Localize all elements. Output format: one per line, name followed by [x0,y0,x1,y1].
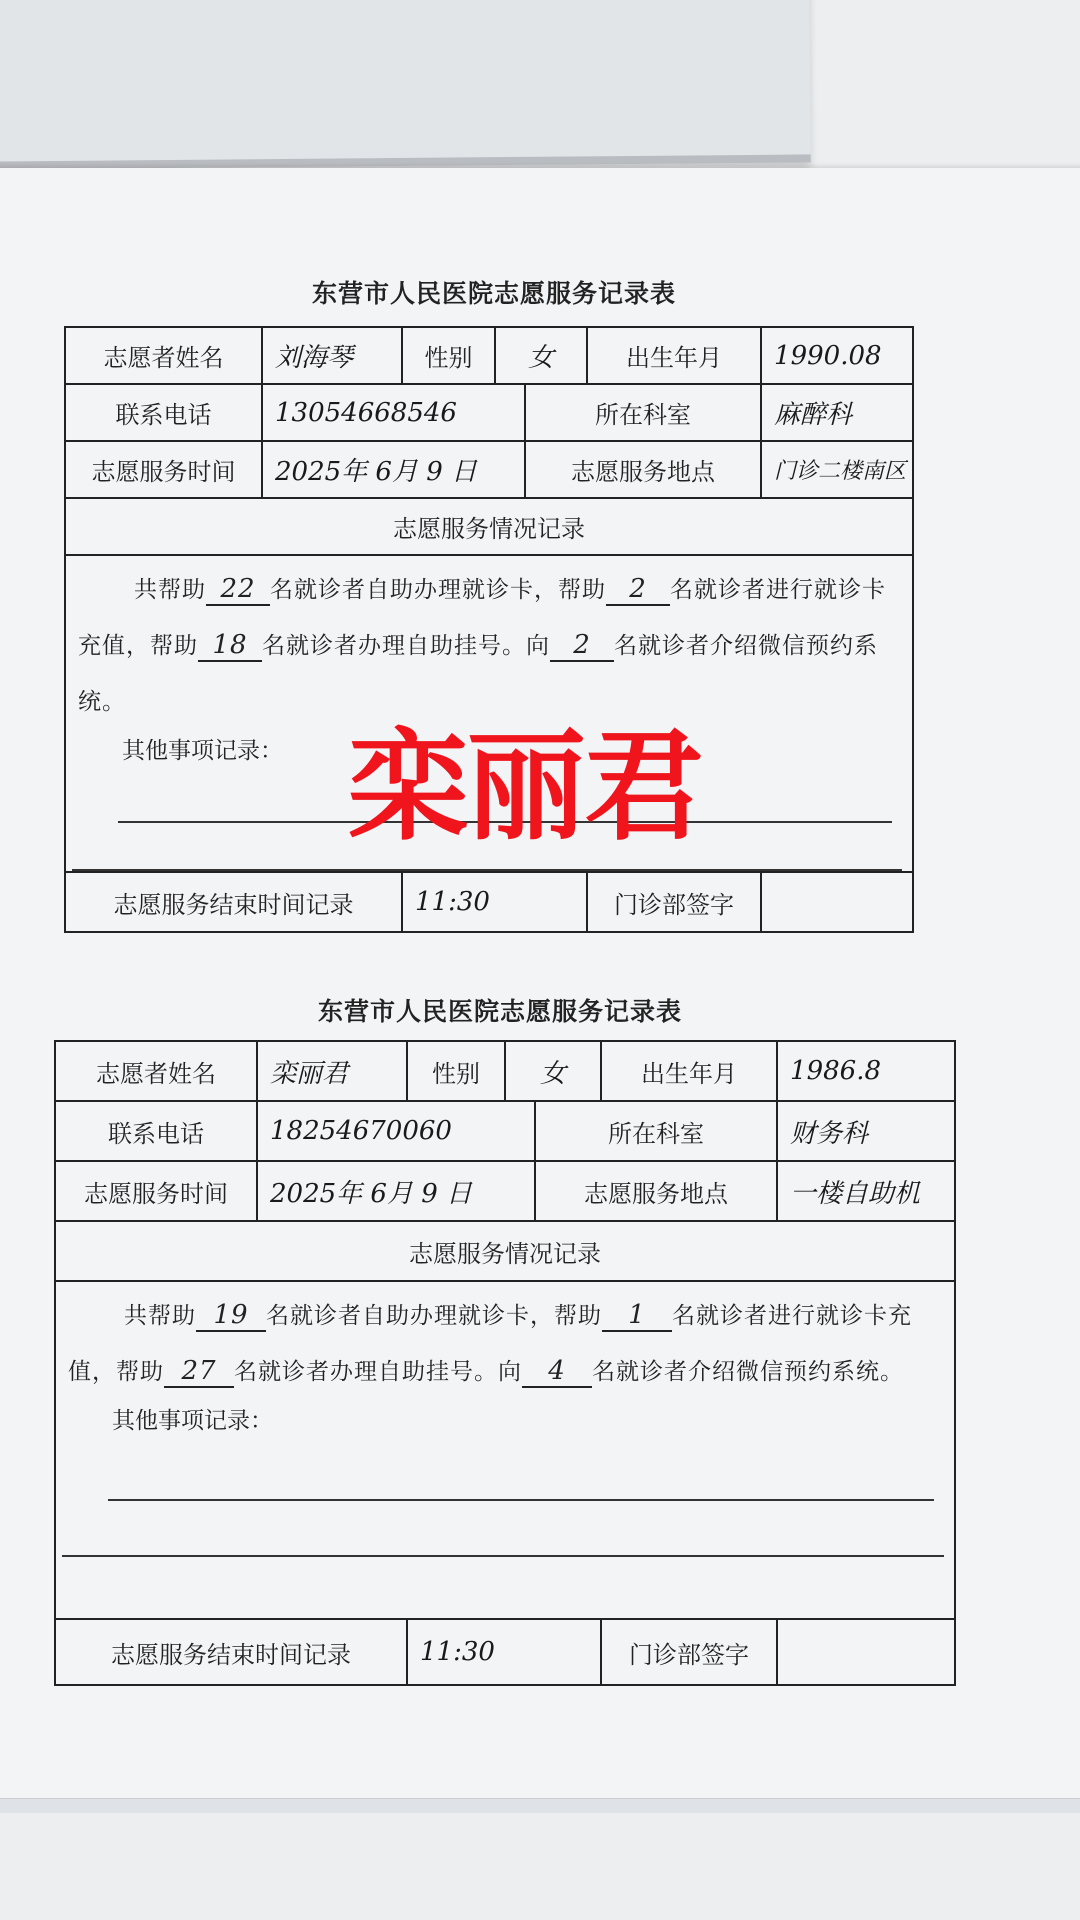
count-wechat-intro: 2 [550,630,614,662]
background-paper-stack [0,0,811,170]
form-title: 东营市人民医院志愿服务记录表 [311,279,676,308]
notes-line [62,1501,944,1557]
count-card-issue: 19 [196,1300,266,1332]
label-gender: 性别 [407,1041,505,1101]
value-department: 麻醉科 [761,384,913,441]
form-title: 东营市人民医院志愿服务记录表 [317,997,682,1026]
record-table [54,1040,956,1686]
value-gender: 女 [505,1041,601,1101]
count-card-recharge: 1 [602,1300,672,1332]
count-card-recharge: 2 [606,574,670,606]
value-service-place: 门诊二楼南区 [761,441,913,498]
paper-sheet-edge [0,1798,1080,1813]
service-record-text: 共帮助 19 名就诊者自助办理就诊卡，帮助 1 名就诊者进行就诊卡充值，帮助 27 名就诊者办理自助挂号。向 4 名就诊者介绍微信预约系统。 [68,1300,912,1386]
value-signature [761,872,913,932]
label-birth: 出生年月 [601,1041,777,1101]
value-end-time: 11:30 [407,1619,601,1685]
value-end-time: 11:30 [402,872,587,932]
value-birth: 1986.8 [777,1041,955,1101]
notes-line [108,1435,934,1501]
label-birth: 出生年月 [587,327,761,384]
value-volunteer-name: 刘海琴 [262,327,402,384]
value-service-place: 一楼自助机 [777,1161,955,1221]
value-signature [777,1619,955,1685]
service-record-text: 共帮助 22 名就诊者自助办理就诊卡，帮助 2 名就诊者进行就诊卡充值，帮助 18 名就诊者办理自助挂号。向 2 名就诊者介绍微信预约系统。 [78,574,886,715]
record-form-2 [50,988,950,1688]
section-header: 志愿服务情况记录 [55,1221,955,1281]
label-department: 所在科室 [525,384,761,441]
label-service-time: 志愿服务时间 [55,1161,257,1221]
label-end-time: 志愿服务结束时间记录 [55,1619,407,1685]
value-gender: 女 [495,327,587,384]
other-notes-label: 其他事项记录： [122,738,283,764]
red-name-watermark: 栾丽君 [348,718,702,857]
label-service-place: 志愿服务地点 [525,441,761,498]
label-end-time: 志愿服务结束时间记录 [65,872,402,932]
other-notes-label: 其他事项记录： [112,1408,273,1434]
value-department: 财务科 [777,1101,955,1161]
value-phone: 13054668546 [262,384,525,441]
label-signature: 门诊部签字 [601,1619,777,1685]
label-service-place: 志愿服务地点 [535,1161,777,1221]
label-phone: 联系电话 [65,384,262,441]
count-self-registration: 18 [198,630,262,662]
label-volunteer-name: 志愿者姓名 [55,1041,257,1101]
label-gender: 性别 [402,327,495,384]
service-record-body [55,1281,955,1619]
label-phone: 联系电话 [55,1101,257,1161]
section-header: 志愿服务情况记录 [65,498,913,555]
label-service-time: 志愿服务时间 [65,441,262,498]
count-wechat-intro: 4 [522,1356,592,1388]
count-self-registration: 27 [164,1356,234,1388]
label-department: 所在科室 [535,1101,777,1161]
label-signature: 门诊部签字 [587,872,761,932]
value-service-date: 2025年 6月 9 日 [262,441,525,498]
value-service-date: 2025年 6月 9 日 [257,1161,535,1221]
value-birth: 1990.08 [761,327,913,384]
label-volunteer-name: 志愿者姓名 [65,327,262,384]
value-phone: 18254670060 [257,1101,535,1161]
count-card-issue: 22 [206,574,270,606]
value-volunteer-name: 栾丽君 [257,1041,407,1101]
